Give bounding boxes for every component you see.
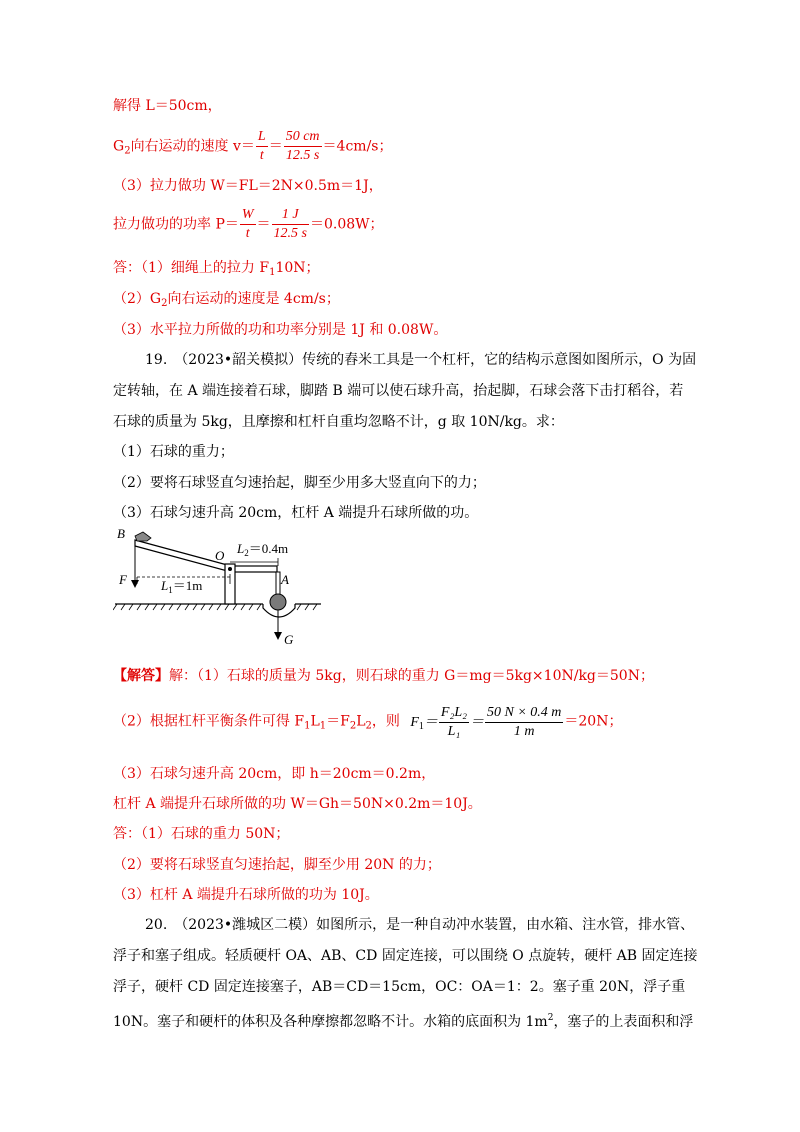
stone-ball: [270, 594, 286, 610]
solution-speed: $G_2$向右运动的速度 v＝ $\frac{L}{t}$ ＝ $\frac{50 cm}{12.5 s}$ ＝4cm/s；: [113, 129, 393, 163]
solution-19-4: 杠杆 A 端提升石球所做的功 W＝Gh＝50N×0.2m＝10J。: [113, 796, 482, 812]
answer-19-2: （2）要将石球竖直匀速抬起，脚至少用 20N 的力；: [113, 857, 441, 873]
fraction-speed-values: $\frac{50 cm}{12.5 s}$: [285, 129, 320, 163]
solution-length: 解得 L＝50cm，: [113, 98, 222, 114]
q19-part-3: （3）石球匀速升高 20cm，杠杆 A 端提升石球所做的功。: [113, 505, 479, 521]
foot-shape: [135, 532, 151, 541]
force-g-arrowhead: [274, 632, 282, 640]
q20-line-4: 10N。塞子和硬杆的体积及各种摩擦都忽略不计。水箱的底面积为 $1m^2$，塞子的上表面积和浮: [113, 1013, 694, 1030]
solution-work: （3）拉力做功 W＝FL＝2N×0.5m＝1J，: [113, 178, 383, 194]
label-l2: $L_2=0.4m$: [237, 541, 289, 558]
q20-line-3: 浮子，硬杆 CD 固定连接塞子，AB＝CD＝15cm，OC：OA＝1：2。塞子重 20N，浮子重: [113, 979, 686, 995]
fraction-l-over-t: $\frac{L}{t}$: [257, 129, 266, 163]
solution-19-3: （3）石球匀速升高 20cm，即 h＝20cm＝0.2m，: [113, 766, 436, 782]
q19-line-1: 19. （2023•韶关模拟）传统的舂米工具是一个杠杆，它的结构示意图如图所示，O 为固: [145, 352, 697, 368]
label-l1: $L_1=1m$: [161, 578, 203, 595]
answer-18-3: （3）水平拉力所做的功和功率分别是 1J 和 0.08W。: [113, 322, 448, 338]
pivot-point: [228, 567, 232, 571]
label-b: B: [117, 526, 125, 541]
fraction-w-over-t: $\frac{W}{t}$: [241, 207, 254, 241]
lever-diagram: [113, 522, 323, 650]
answer-18-2: $(2)G_2$向右运动的速度是 4cm/s；: [113, 291, 340, 309]
solution-19-1: 【解答】解：（1）石球的质量为 5kg，则石球的重力 G＝mg＝5kg×10N/kg＝50N；: [113, 668, 654, 684]
lever-beam-right: [231, 566, 277, 572]
fraction-f2l2-over-l1: $\frac{\text{F₂L₂}}{\text{L₁}}$: [440, 705, 467, 739]
label-o: O: [215, 548, 225, 563]
answer-18-1: 答：（1）细绳上的拉力 $F_110N$；: [113, 260, 320, 278]
answer-19-1: 答：（1）石球的重力 50N；: [113, 826, 290, 842]
answer-19-3: （3）杠杆 A 端提升石球所做的功为 10J。: [113, 887, 379, 903]
label-f: F: [119, 572, 127, 587]
q20-line-1: 20. （2023•潍城区二模）如图所示，是一种自动冲水装置，由水箱、注水管，排水管、: [145, 917, 695, 933]
solution-19-2: （2）根据杠杆平衡条件可得 $F_1L_1=F_2L_2$，则 $F_1=$ $\frac{\text{F₂L₂}}{\text{L₁}}$ ＝ $\frac{50 N \times 0.4 m}{1 m}$ ＝20N；: [113, 705, 623, 739]
q19-part-2: （2）要将石球竖直匀速抬起，脚至少用多大竖直向下的力；: [113, 475, 486, 491]
label-g: G: [284, 632, 294, 647]
q20-line-2: 浮子和塞子组成。轻质硬杆 OA、AB、CD 固定连接，可以围绕 O 点旋转，硬杆 AB 固定连接: [113, 948, 698, 964]
label-a: A: [281, 572, 289, 587]
force-f-arrowhead: [131, 580, 139, 588]
answer-tag: 【解答】: [113, 668, 169, 684]
solution-power: 拉力做功的功率 P＝ $\frac{W}{t}$ ＝ $\frac{1 J}{12.5 s}$ ＝0.08W；: [113, 207, 384, 241]
q19-part-1: （1）石球的重力；: [113, 444, 234, 460]
q19-line-2: 定转轴，在 A 端连接着石球，脚踏 B 端可以使石球升高，抬起脚，石球会落下击打稻谷，若: [113, 383, 684, 399]
ground-hatching: [113, 604, 317, 610]
q19-line-3: 石球的质量为 5kg，且摩擦和杠杆自重均忽略不计，g 取 10N/kg。求：: [113, 414, 564, 430]
fraction-power-values: $\frac{1 J}{12.5 s}$: [273, 207, 307, 241]
fraction-force-values: $\frac{50 N \times 0.4 m}{1 m}$: [486, 705, 562, 739]
